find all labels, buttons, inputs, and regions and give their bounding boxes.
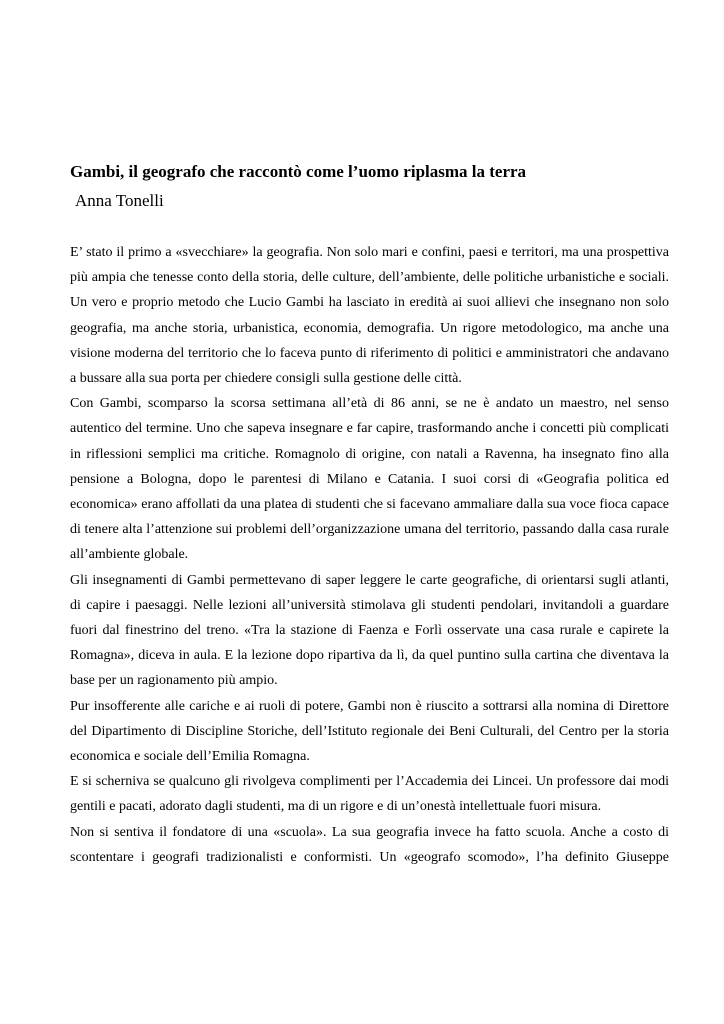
paragraph: E’ stato il primo a «svecchiare» la geografia. Non solo mari e confini, paesi e territori, ma una prospettiva più ampia che tenesse conto della storia, delle culture, dell’ambiente, delle politiche urbanistiche e sociali. Un vero e proprio metodo che Lucio Gambi ha lasciato in eredità ai suoi allievi che insegnano non solo geografia, ma anche storia, urbanistica, economia, demografia. Un rigore metodologico, ma anche una visione moderna del territorio che lo faceva punto di riferimento di politici e amministratori che andavano a bussare alla sua porta per chiedere consigli sulla gestione delle città. (70, 245, 669, 387)
article-body (70, 240, 669, 870)
paragraph: Pur insofferente alle cariche e ai ruoli di potere, Gambi non è riuscito a sottrarsi alla nomina di Direttore del Dipartimento di Discipline Storiche, dell’Istituto regionale dei Beni Culturali, del Centro per la storia economica e sociale dell’Emilia Romagna. (70, 698, 669, 765)
paragraph: Non si sentiva il fondatore di una «scuola». La sua geografia invece ha fatto scuola. Anche a costo di scontentare i geografi tradizionalisti e conformisti. Un «geografo scomodo», l’ha definito Giuseppe (70, 824, 669, 865)
article-author: Anna Tonelli (75, 191, 164, 210)
paragraph: Con Gambi, scomparso la scorsa settimana all’età di 86 anni, se ne è andato un maestro, nel senso autentico del termine. Uno che sapeva insegnare e far capire, trasformando anche i concetti più complicati in riflessioni semplici ma critiche. Romagnolo di origine, con natali a Ravenna, ha insegnato fino alla pensione a Bologna, dopo le parentesi di Milano e Catania. I suoi corsi di «Geografia politica ed economica» erano affollati da una platea di studenti che si facevano ammaliare dalla sua voce fioca capace di tenere alta l’attenzione sui problemi dell’organizzazione umana del territorio, passando dalla casa rurale all’ambiente globale. (70, 396, 669, 563)
article-title: Gambi, il geografo che raccontò come l’uomo riplasma la terra (70, 162, 527, 181)
paragraph: Gli insegnamenti di Gambi permettevano di saper leggere le carte geografiche, di orientarsi sugli atlanti, di capire i paesaggi. Nelle lezioni all’università stimolava gli studenti pendolari, invitandoli a guardare fuori dal finestrino del treno. «Tra la stazione di Faenza e Forlì osservate una casa rurale e capirete la Romagna», diceva in aula. E la lezione dopo ripartiva da lì, da quel puntino sulla cartina che diventava la base per un ragionamento più ampio. (70, 572, 669, 689)
paragraph: E si scherniva se qualcuno gli rivolgeva complimenti per l’Accademia dei Lincei. Un professore dai modi gentili e pacati, adorato dagli studenti, ma di un rigore e di un’onestà intellettuale fuori misura. (70, 774, 669, 815)
